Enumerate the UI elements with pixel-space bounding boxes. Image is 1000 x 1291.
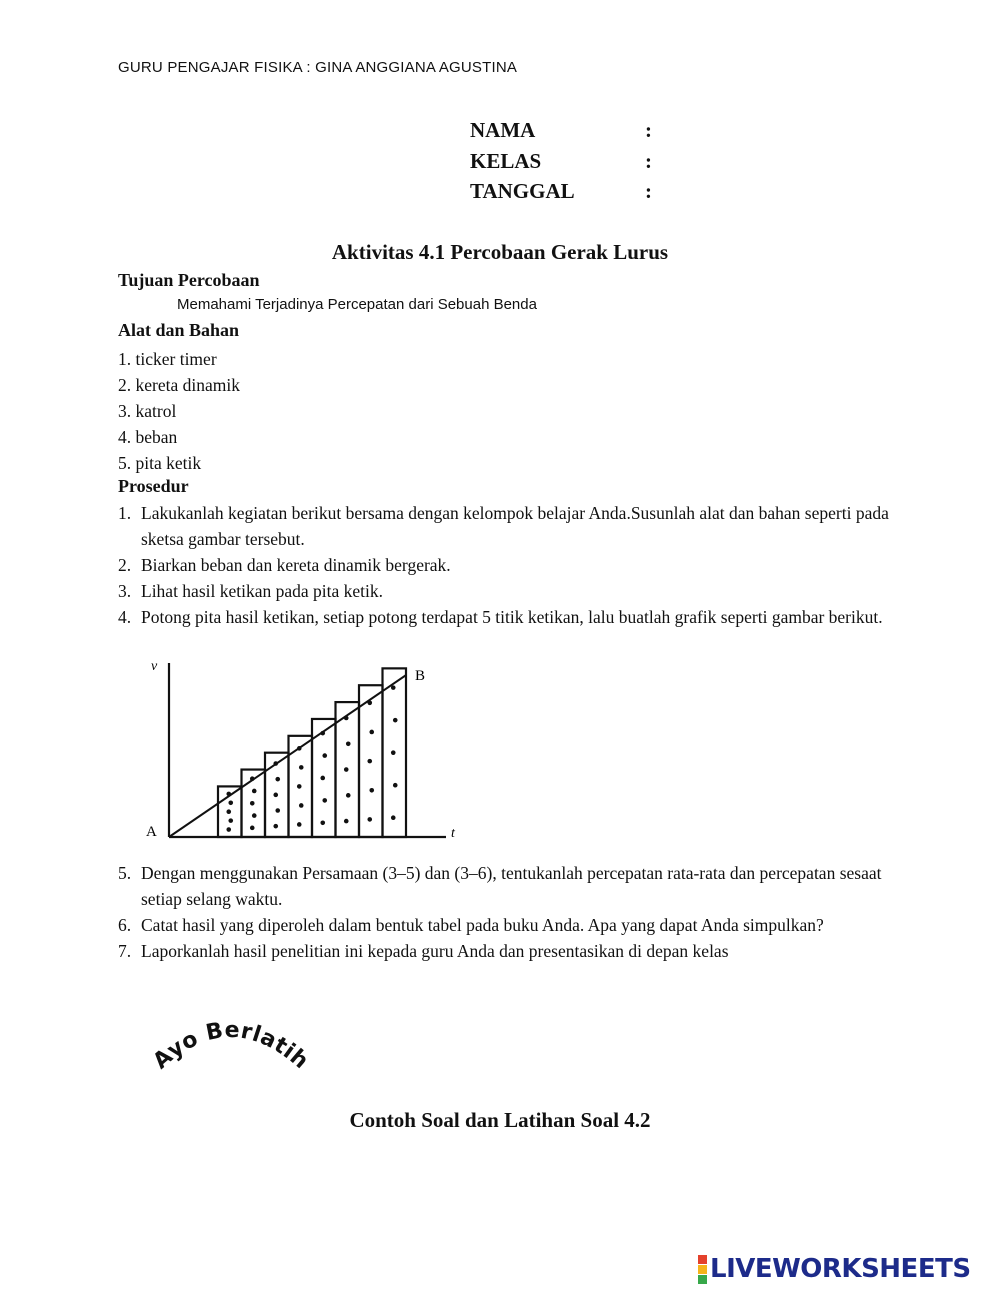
tujuan-heading: Tujuan Percobaan	[118, 270, 260, 290]
x-axis-label: t	[451, 826, 455, 841]
tape-dot	[275, 808, 280, 813]
step-number: 5.	[118, 863, 132, 883]
tape-dot	[250, 826, 255, 831]
tape-dot	[228, 800, 233, 805]
tape-dot	[228, 818, 233, 823]
tape-dot	[367, 817, 372, 822]
tape-dot	[367, 759, 372, 764]
logo-square-green	[698, 1275, 707, 1284]
tape-dot	[275, 777, 280, 782]
y-axis-label: v	[151, 659, 158, 674]
field-label-tanggal: TANGGAL	[470, 179, 575, 203]
list-item: 2. kereta dinamik	[118, 375, 240, 395]
logo-text: LIVEWORKSHEETS	[710, 1254, 971, 1284]
tape-dot	[226, 809, 231, 814]
step-number: 1.	[118, 503, 132, 523]
velocity-time-chart	[140, 655, 470, 845]
tape-dot	[273, 824, 278, 829]
procedure-list-b	[118, 860, 918, 964]
tape-dot	[344, 819, 349, 824]
logo-squares-icon	[698, 1255, 707, 1284]
tape-dot	[346, 741, 351, 746]
step-text: Potong pita hasil ketikan, setiap potong terdapat 5 titik ketikan, lalu buatlah grafik seperti gambar berikut.	[141, 607, 883, 627]
ayo-berlatih-wordart	[145, 1012, 325, 1087]
step-text: Lihat hasil ketikan pada pita ketik.	[141, 581, 384, 601]
tape-dot	[369, 730, 374, 735]
tape-dot	[250, 801, 255, 806]
tape-dot	[273, 793, 278, 798]
procedure-step	[118, 912, 918, 938]
step-number: 7.	[118, 941, 132, 961]
tape-dot	[252, 813, 257, 818]
list-item: 4. beban	[118, 427, 178, 447]
tape-dot	[369, 788, 374, 793]
step-text: Dengan menggunakan Persamaan (3–5) dan (3–6), tentukanlah percepatan rata-rata dan percepatan sesaat setiap selang waktu.	[141, 863, 882, 909]
tape-dot	[226, 827, 231, 832]
tape-dot	[297, 784, 302, 789]
tape-dot	[252, 789, 257, 794]
field-colon-nama: :	[645, 118, 652, 142]
section-title-latihan: Contoh Soal dan Latihan Soal 4.2	[349, 1108, 651, 1132]
logo-square-red	[698, 1255, 707, 1264]
materials-list	[118, 346, 240, 476]
tape-dot	[393, 783, 398, 788]
header-teacher: GURU PENGAJAR FISIKA : GINA ANGGIANA AGUSTINA	[118, 59, 518, 76]
field-colon-tanggal: :	[645, 179, 652, 203]
tape-dot	[322, 798, 327, 803]
ayo-berlatih-text: Ayo Berlatih	[148, 1017, 314, 1075]
point-label-b: B	[415, 668, 426, 684]
tape-dot	[320, 776, 325, 781]
list-item: 3. katrol	[118, 401, 177, 421]
step-text: Catat hasil yang diperoleh dalam bentuk tabel pada buku Anda. Apa yang dapat Anda simpulkan?	[141, 915, 824, 935]
procedure-step	[118, 938, 918, 964]
tujuan-text: Memahami Terjadinya Percepatan dari Sebuah Benda	[177, 296, 537, 313]
logo-square-yellow	[698, 1265, 707, 1274]
activity-title: Aktivitas 4.1 Percobaan Gerak Lurus	[331, 240, 669, 264]
tape-dot	[320, 820, 325, 825]
liveworksheets-logo	[698, 1254, 971, 1284]
field-label-kelas: KELAS	[470, 149, 542, 173]
procedure-step	[118, 860, 918, 912]
tape-dot	[391, 750, 396, 755]
tape-dot	[346, 793, 351, 798]
procedure-step	[118, 552, 918, 578]
list-item: 1. ticker timer	[118, 349, 217, 369]
procedure-list-a	[118, 500, 918, 630]
step-text: Laporkanlah hasil penelitian ini kepada guru Anda dan presentasikan di depan kelas	[141, 941, 729, 961]
tape-dot	[322, 753, 327, 758]
step-number: 4.	[118, 607, 132, 627]
tape-dot	[344, 767, 349, 772]
procedure-step	[118, 500, 918, 552]
step-text: Lakukanlah kegiatan berikut bersama dengan kelompok belajar Anda.Susunlah alat dan bahan seperti pada sketsa gambar tersebut.	[141, 503, 889, 549]
tape-dot	[391, 815, 396, 820]
tape-dot	[299, 803, 304, 808]
step-number: 6.	[118, 915, 132, 935]
point-label-a: A	[146, 824, 157, 840]
step-number: 3.	[118, 581, 132, 601]
list-item: 5. pita ketik	[118, 453, 202, 473]
prosedur-heading: Prosedur	[118, 476, 189, 496]
tape-dot	[299, 765, 304, 770]
step-text: Biarkan beban dan kereta dinamik bergerak.	[141, 555, 451, 575]
tape-dot	[393, 718, 398, 723]
field-colon-kelas: :	[645, 149, 652, 173]
field-label-nama: NAMA	[470, 118, 536, 142]
step-number: 2.	[118, 555, 132, 575]
tape-dot	[297, 822, 302, 827]
procedure-step	[118, 578, 918, 604]
procedure-step	[118, 604, 918, 630]
alat-heading: Alat dan Bahan	[118, 320, 240, 340]
